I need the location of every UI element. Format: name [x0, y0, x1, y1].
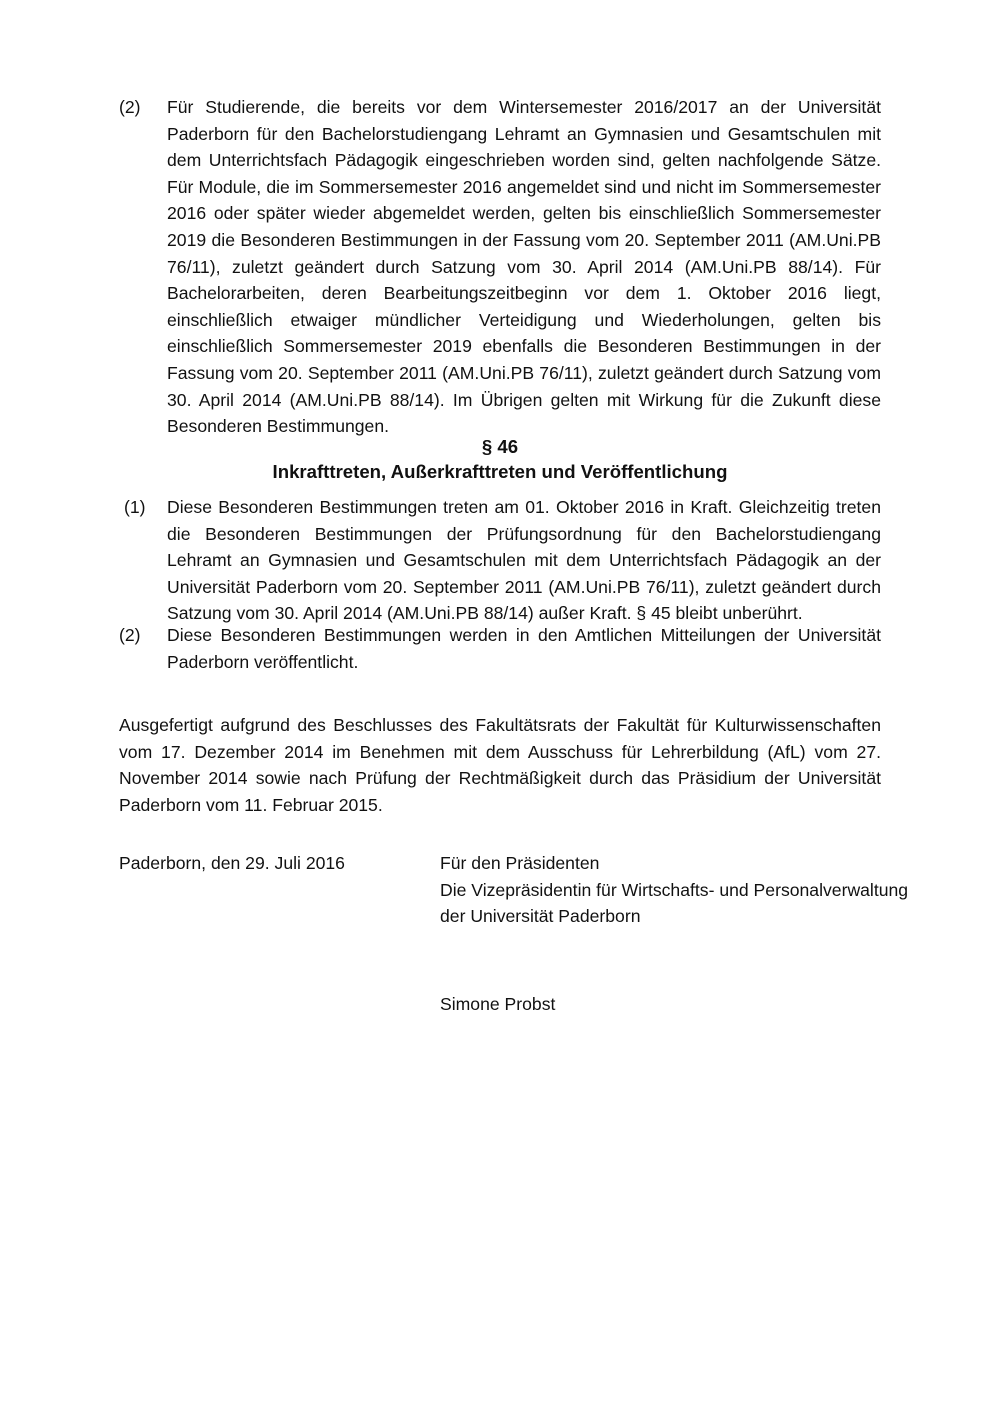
signature-line-2: Die Vizepräsidentin für Wirtschafts- und Personalverwaltung — [440, 879, 909, 900]
place-and-date: Paderborn, den 29. Juli 2016 — [119, 853, 345, 873]
signature-line-3: der Universität Paderborn — [440, 906, 641, 927]
section-title: Inkrafttreten, Außerkrafttreten und Veröffentlichung — [272, 461, 728, 482]
entry-into-force-paragraph: Diese Besonderen Bestimmungen treten am 01. Oktober 2016 in Kraft. Gleichzeitig treten die Besonderen Bestimmungen der Prüfungsordnung für den Bachelorstudiengang Lehramt an Gymnasien und Gesamtschulen mit dem Unterrichtsfach Pädagogik an der Universität Paderborn vom 20. September 2011 (AM.Uni.PB 76/11), zuletzt geändert durch Satzung vom 30. April 2014 (AM.Uni.PB 88/14) außer Kraft. § 45 bleibt unberührt. — [167, 497, 881, 624]
signatory-name: Simone Probst — [440, 994, 556, 1014]
issuance-statement: Ausgefertigt aufgrund des Beschlusses des Fakultätsrats der Fakultät für Kulturwissenschaften vom 17. Dezember 2014 im Benehmen mit dem Ausschuss für Lehrerbildung (AfL) vom 27. November 2014 sowie nach Prüfung der Rechtmäßigkeit durch das Präsidium der Universität Paderborn vom 11. Februar 2015. — [119, 715, 881, 815]
section-number: § 46 — [481, 436, 519, 457]
signature-line-1: Für den Präsidenten — [440, 853, 600, 873]
publication-paragraph: Diese Besonderen Bestimmungen werden in den Amtlichen Mitteilungen der Universität Paderborn veröffentlicht. — [167, 625, 881, 672]
paragraph-number: (2) — [119, 97, 141, 117]
signature-block — [440, 850, 909, 930]
paragraph-number: (2) — [119, 625, 141, 645]
paragraph-number: (1) — [124, 497, 146, 517]
transitional-provision-paragraph: Für Studierende, die bereits vor dem Wintersemester 2016/2017 an der Universität Paderborn für den Bachelorstudiengang Lehramt an Gymnasien und Gesamtschulen mit dem Unterrichtsfach Pädagogik eingeschrieben worden sind, gelten nachfolgende Sätze. Für Module, die im Sommersemester 2016 angemeldet sind und nicht im Sommersemester 2016 oder später wieder abgemeldet werden, gelten bis einschließlich Sommersemester 2019 die Besonderen Bestimmungen in der Fassung vom 20. September 2011 (AM.Uni.PB 76/11), zuletzt geändert durch Satzung vom 30. April 2014 (AM.Uni.PB 88/14). Für Bachelorarbeiten, deren Bearbeitungszeitbeginn vor dem 1. Oktober 2016 liegt, einschließlich etwaiger mündlicher Verteidigung und Wiederholungen, gelten bis einschließlich Sommersemester 2019 ebenfalls die Besonderen Bestimmungen in der Fassung vom 20. September 2011 (AM.Uni.PB 76/11), zuletzt geändert durch Satzung vom 30. April 2014 (AM.Uni.PB 88/14). Im Übrigen gelten mit Wirkung für die Zukunft diese Besonderen Bestimmungen. — [167, 97, 881, 437]
